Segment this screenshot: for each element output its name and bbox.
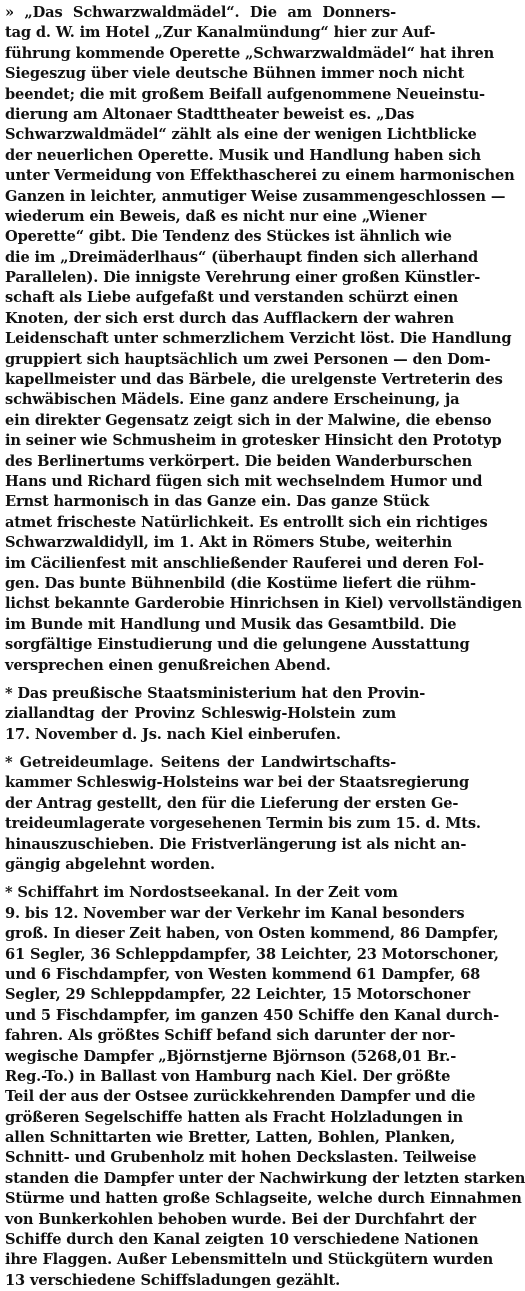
text-line: versprechen einen genußreichen Abend.	[5, 656, 331, 674]
text-line: ein direkter Gegensatz zeigt sich in der Malwine, die ebenso	[5, 411, 492, 429]
text-line: und 6 Fischdampfer, von Westen kommend 61 Dampfer, 68	[5, 965, 481, 983]
text-line: führung kommende Operette „Schwarzwaldmädel“ hat ihren	[5, 44, 495, 62]
text-line: der Antrag gestellt, den für die Lieferung der ersten Ge-	[5, 794, 459, 812]
article-schiffahrt	[5, 883, 525, 1291]
text-line: Segler, 29 Schleppdampfer, 22 Leichter, 15 Motorschoner	[5, 986, 470, 1004]
text-line: atmet frischeste Natürlichkeit. Es entrollt sich ein richtiges	[5, 513, 488, 531]
text-line: im Cäcilienfest mit anschließender Rauferei und deren Fol-	[5, 554, 484, 572]
text-line: tag d. W. im Hotel „Zur Kanalmündung“ hier zur Auf-	[5, 24, 436, 42]
text-line: schwäbischen Mädels. Eine ganz andere Erscheinung, ja	[5, 391, 460, 409]
article-separator	[5, 676, 396, 684]
text-line: * Schiffahrt im Nordostseekanal. In der Zeit vom	[5, 884, 398, 902]
text-line: treideumlagerate vorgesehenen Termin bis zum 15. d. Mts.	[5, 815, 481, 833]
text-line: Ganzen in leichter, anmutiger Weise zusammengeschlossen —	[5, 187, 506, 205]
text-line: Reg.-To.) in Ballast von Hamburg nach Kiel. Der größte	[5, 1067, 451, 1085]
text-line: wegische Dampfer „Björnstjerne Björnson (5268,01 Br.-	[5, 1047, 457, 1065]
article-provinziallandtag	[5, 684, 426, 745]
text-line: Parallelen). Die innigste Verehrung einer großen Künstler-	[5, 269, 481, 287]
article-getreideumlage	[5, 753, 481, 875]
text-line: 13 verschiedene Schiffsladungen gezählt.	[5, 1271, 341, 1289]
text-line: Hans und Richard fügen sich mit wechselndem Humor und	[5, 472, 483, 490]
text-line: gen. Das bunte Bühnenbild (die Kostüme liefert die rühm-	[5, 574, 476, 592]
text-line: fahren. Als größtes Schiff befand sich darunter der nor-	[5, 1027, 456, 1045]
text-line: ihre Flaggen. Außer Lebensmitteln und Stückgütern wurden	[5, 1251, 494, 1269]
text-line: dierung am Altonaer Stadttheater beweist es. „Das	[5, 105, 415, 123]
text-line: Schnitt- und Grubenholz mit hohen Deckslasten. Teilweise	[5, 1149, 477, 1167]
text-line: die im „Dreimäderlhaus“ (überhaupt finden sich allerhand	[5, 248, 479, 266]
text-line: ziallandtag der Provinz Schleswig-Holstein zum	[5, 705, 396, 723]
text-line: lichst bekannte Garderobie Hinrichsen in Kiel) vervollständigen	[5, 595, 522, 613]
text-line: Leidenschaft unter schmerzlichem Verzicht löst. Die Handlung	[5, 330, 512, 348]
text-line: groß. In dieser Zeit haben, von Osten kommend, 86 Dampfer,	[5, 925, 499, 943]
article-schwarzwaldmaedel	[5, 3, 522, 676]
text-line: des Berlinertums verkörpert. Die beiden Wanderburschen	[5, 452, 473, 470]
text-line: Schiffe durch den Kanal zeigten 10 verschiedene Nationen	[5, 1231, 479, 1249]
text-line: 61 Segler, 36 Schleppdampfer, 38 Leichter, 23 Motorschoner,	[5, 945, 499, 963]
text-line: Siegeszug über viele deutsche Bühnen immer noch nicht	[5, 65, 465, 83]
text-line: größeren Segelschiffe hatten als Fracht Holzladungen in	[5, 1108, 463, 1126]
text-line: Operette“ gibt. Die Tendenz des Stückes ist ähnlich wie	[5, 228, 452, 246]
text-line: und 5 Fischdampfer, im ganzen 450 Schiffe den Kanal durch-	[5, 1006, 500, 1024]
article-separator	[5, 745, 396, 753]
text-line: gängig abgelehnt worden.	[5, 856, 215, 874]
text-line: Knoten, der sich erst durch das Aufflackern der wahren	[5, 309, 454, 327]
text-line: schaft als Liebe aufgefaßt und verstanden schürzt einen	[5, 289, 459, 307]
text-line: » „Das Schwarzwaldmädel“. Die am Donners-	[5, 4, 396, 21]
text-line: beendet; die mit großem Beifall aufgenommene Neueinstu-	[5, 85, 485, 103]
text-line: gruppiert sich hauptsächlich um zwei Personen — den Dom-	[5, 350, 491, 368]
article-separator	[5, 875, 396, 883]
text-line: kapellmeister und das Bärbele, die urelgenste Vertreterin des	[5, 371, 503, 389]
text-line: Teil der aus der Ostsee zurückkehrenden Dampfer und die	[5, 1088, 476, 1106]
text-line: von Bunkerkohlen behoben wurde. Bei der Durchfahrt der	[5, 1210, 476, 1228]
text-line: wiederum ein Beweis, daß es nicht nur eine „Wiener	[5, 207, 427, 225]
text-line: hinauszuschieben. Die Fristverlängerung ist als nicht an-	[5, 835, 467, 853]
text-line: * Das preußische Staatsministerium hat den Provin-	[5, 684, 426, 702]
text-line: Schwarzwaldmädel“ zählt als eine der wenigen Lichtblicke	[5, 126, 477, 144]
text-line: 17. November d. Js. nach Kiel einberufen.	[5, 725, 341, 743]
text-line: 9. bis 12. November war der Verkehr im Kanal besonders	[5, 904, 465, 922]
text-line: der neuerlichen Operette. Musik und Handlung haben sich	[5, 146, 481, 164]
text-line: Schwarzwaldidyll, im 1. Akt in Römers Stube, weiterhin	[5, 534, 453, 552]
text-line: kammer Schleswig-Holsteins war bei der Staatsregierung	[5, 774, 470, 792]
text-line: * Getreideumlage. Seitens der Landwirtschafts-	[5, 754, 396, 772]
text-line: unter Vermeidung von Effekthascherei zu einem harmonischen	[5, 167, 515, 185]
text-line: Ernst harmonisch in das Ganze ein. Das ganze Stück	[5, 493, 430, 511]
text-line: standen die Dampfer unter der Nachwirkung der letzten starken	[5, 1169, 525, 1187]
text-line: Stürme und hatten große Schlagseite, welche durch Einnahmen	[5, 1190, 522, 1208]
text-line: im Bunde mit Handlung und Musik das Gesamtbild. Die	[5, 615, 457, 633]
text-line: in seiner wie Schmusheim in grotesker Hinsicht den Prototyp	[5, 432, 502, 450]
text-line: sorgfältige Einstudierung und die gelungene Ausstattung	[5, 636, 470, 654]
text-line: allen Schnittarten wie Bretter, Latten, Bohlen, Planken,	[5, 1129, 456, 1147]
